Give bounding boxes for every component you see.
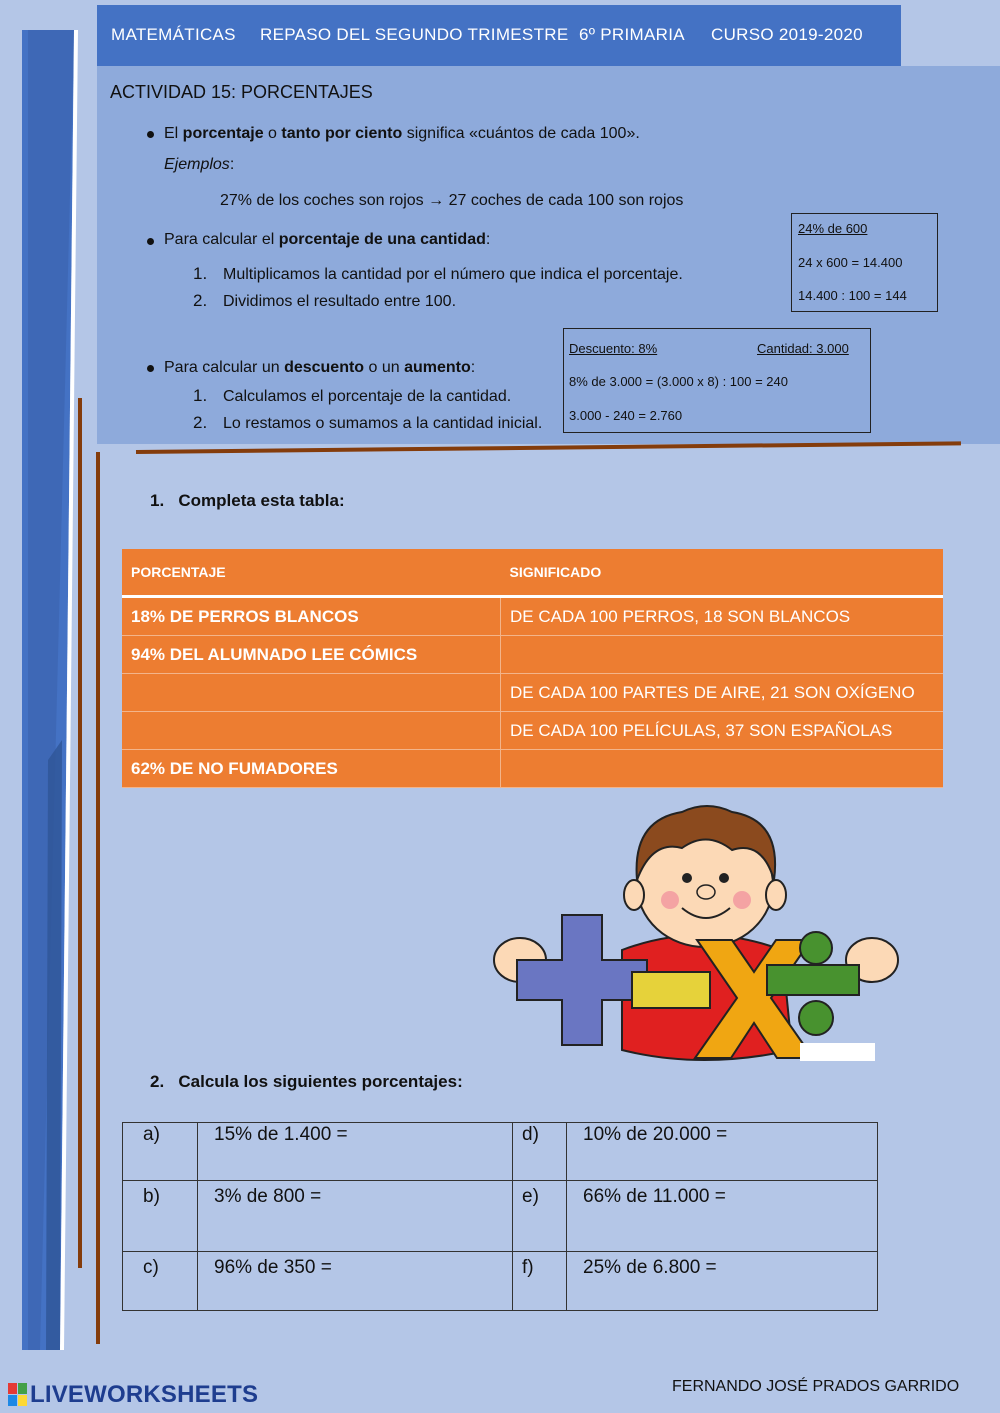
table-row	[123, 1252, 878, 1311]
brand-name: LIVEWORKSHEETS	[30, 1381, 259, 1408]
box-discount: Descuento: 8%	[569, 341, 658, 356]
box-line: 8% de 3.000 = (3.000 x 8) : 100 = 240	[569, 374, 788, 389]
meaning-cell[interactable]: DE CADA 100 PELÍCULAS, 37 SON ESPAÑOLAS	[501, 712, 944, 750]
liveworksheets-icon	[8, 1383, 28, 1407]
brand-logo[interactable]	[8, 1381, 258, 1409]
arrow-icon: →	[428, 192, 445, 209]
meaning-cell[interactable]	[501, 636, 944, 674]
calc-step-1: Multiplicamos la cantidad por el número que indica el porcentaje.	[223, 266, 683, 283]
calculation-table	[122, 1122, 878, 1311]
expression-cell[interactable]: 10% de 20.000 =	[567, 1123, 878, 1181]
definition: El porcentaje o tanto por ciento significa «cuántos de cada 100».	[164, 125, 640, 142]
table-row	[123, 1123, 878, 1181]
discount-step-1: Calculamos el porcentaje de la cantidad.	[223, 388, 512, 405]
bullet	[147, 238, 154, 245]
expression-cell[interactable]: 15% de 1.400 =	[198, 1123, 513, 1181]
box-line: 14.400 : 100 = 144	[798, 288, 907, 303]
example-box-discount	[563, 328, 871, 433]
math-boy-illustration	[492, 800, 902, 1070]
examples-label: Ejemplos:	[164, 156, 235, 173]
percentage-cell[interactable]: 94% DEL ALUMNADO LEE CÓMICS	[122, 636, 501, 674]
discount-intro: Para calcular un descuento o un aumento:	[164, 359, 476, 376]
meaning-cell[interactable]: DE CADA 100 PARTES DE AIRE, 21 SON OXÍGENO	[501, 674, 944, 712]
item-label: f)	[513, 1252, 567, 1311]
percentage-cell[interactable]	[122, 674, 501, 712]
left-decoration	[0, 0, 100, 1413]
table-row	[122, 674, 943, 712]
header-grade: 6º PRIMARIA	[579, 25, 685, 44]
header-percentage: PORCENTAJE	[122, 549, 501, 597]
box-amount: Cantidad: 3.000	[757, 341, 849, 356]
header-course: CURSO 2019-2020	[711, 25, 863, 44]
step-number: 1.	[193, 386, 208, 405]
table-row	[123, 1181, 878, 1252]
percentage-table	[122, 549, 943, 788]
calc-step-2: Dividimos el resultado entre 100.	[223, 293, 457, 310]
meaning-cell[interactable]: DE CADA 100 PERROS, 18 SON BLANCOS	[501, 597, 944, 636]
header-bar	[97, 5, 901, 66]
bullet	[147, 365, 154, 372]
activity-title: ACTIVIDAD 15: PORCENTAJES	[110, 82, 373, 102]
meaning-cell[interactable]	[501, 750, 944, 788]
table-row	[122, 750, 943, 788]
item-label: d)	[513, 1123, 567, 1181]
box-line: 24 x 600 = 14.400	[798, 255, 903, 270]
item-label: b)	[123, 1181, 198, 1252]
author-name: FERNANDO JOSÉ PRADOS GARRIDO	[672, 1378, 960, 1395]
table-header	[122, 549, 943, 597]
expression-cell[interactable]: 25% de 6.800 =	[567, 1252, 878, 1311]
step-number: 1.	[193, 264, 208, 283]
percentage-cell[interactable]: 18% DE PERROS BLANCOS	[122, 597, 501, 636]
example-box-percentage	[791, 213, 938, 312]
expression-cell[interactable]: 96% de 350 =	[198, 1252, 513, 1311]
percentage-cell[interactable]	[122, 712, 501, 750]
table-row	[122, 597, 943, 636]
calc-intro: Para calcular el porcentaje de una cantidad:	[164, 231, 491, 248]
item-label: c)	[123, 1252, 198, 1311]
table-row	[122, 712, 943, 750]
theory-panel	[97, 66, 1000, 444]
expression-cell[interactable]: 66% de 11.000 =	[567, 1181, 878, 1252]
left-rule-2	[96, 452, 100, 1344]
box-line: 3.000 - 240 = 2.760	[569, 408, 683, 423]
bullet	[147, 131, 154, 138]
header-review: REPASO DEL SEGUNDO TRIMESTRE	[260, 25, 569, 44]
exercise1-title: 1. Completa esta tabla:	[150, 491, 345, 510]
header-meaning: SIGNIFICADO	[501, 549, 944, 597]
step-number: 2.	[193, 413, 208, 432]
box-title: 24% de 600	[798, 221, 868, 236]
table-row	[122, 636, 943, 674]
header-subject: MATEMÁTICAS	[111, 25, 236, 44]
step-number: 2.	[193, 291, 208, 310]
example-line: 27% de los coches son rojos → 27 coches de cada 100 son rojos	[220, 192, 684, 209]
discount-step-2: Lo restamos o sumamos a la cantidad inicial.	[223, 415, 543, 432]
item-label: e)	[513, 1181, 567, 1252]
left-rule-1	[78, 398, 82, 1268]
expression-cell[interactable]: 3% de 800 =	[198, 1181, 513, 1252]
item-label: a)	[123, 1123, 198, 1181]
exercise2-title: 2. Calcula los siguientes porcentajes:	[150, 1072, 463, 1091]
percentage-cell[interactable]: 62% DE NO FUMADORES	[122, 750, 501, 788]
